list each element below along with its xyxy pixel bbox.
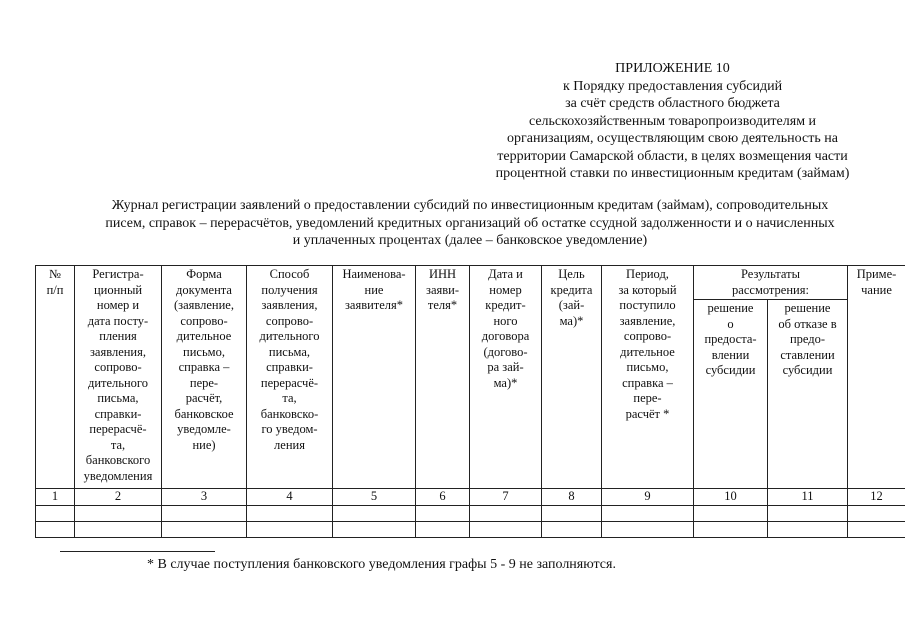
header-line: сопрово- (180, 313, 228, 328)
empty-cell[interactable] (75, 505, 162, 521)
header-line: чание (861, 282, 892, 297)
empty-cell[interactable] (162, 521, 247, 537)
header-line: заявления, (261, 298, 318, 312)
footnote: * В случае поступления банковского уведомления графы 5 - 9 не заполняются. (147, 557, 616, 572)
header-line: ма)* (559, 313, 584, 328)
journal-title-line: и уплаченных процентах (далее – банковское уведомление) (292, 233, 648, 248)
header-line: банковское (174, 406, 234, 421)
empty-cell[interactable] (333, 521, 416, 537)
column-number: 12 (848, 489, 905, 506)
column-number: 11 (768, 489, 848, 506)
header-line: письма, (97, 391, 139, 405)
header-line: документа (176, 282, 232, 297)
col-header (470, 266, 542, 489)
header-line: влении (711, 347, 750, 362)
appendix-line: за счёт средств областного бюджета (565, 96, 780, 111)
journal-title (55, 197, 885, 250)
header-line: пере- (633, 391, 662, 405)
footnote-divider (60, 551, 215, 552)
header-line: за который (618, 282, 677, 297)
header-line: об отказе в (778, 316, 837, 331)
header-line: номер и (96, 298, 140, 312)
results-sub-header (768, 300, 848, 489)
header-line: Наименова- (342, 267, 406, 281)
column-number: 8 (542, 489, 602, 506)
appendix-line: к Порядку предоставления субсидий (562, 78, 783, 94)
header-line: решение (784, 301, 831, 315)
header-line: письма, (268, 344, 311, 359)
header-line: № (49, 267, 61, 281)
header-line: заявления, (89, 344, 146, 359)
column-number: 4 (247, 489, 333, 506)
empty-cell[interactable] (848, 521, 905, 537)
header-line: заявление, (619, 313, 676, 328)
results-group-header: Результаты рассмотрения: (694, 266, 848, 300)
empty-cell[interactable] (602, 521, 694, 537)
numbers-row (36, 489, 905, 506)
header-line: получения (261, 282, 318, 297)
appendix-title: ПРИЛОЖЕНИЕ 10 (615, 61, 730, 76)
column-number: 7 (470, 489, 542, 506)
header-line: справки- (266, 360, 313, 374)
header-line: уведомле- (177, 422, 231, 436)
header-line: ного (493, 313, 518, 328)
header-line: решение (707, 301, 754, 315)
empty-cell[interactable] (694, 505, 768, 521)
header-line: ления (274, 437, 305, 452)
header-line: Период, (626, 267, 669, 281)
header-line: поступило (619, 298, 676, 312)
empty-cell[interactable] (36, 521, 75, 537)
empty-cell[interactable] (162, 505, 247, 521)
header-line: Дата и (488, 267, 523, 281)
empty-cell[interactable] (333, 505, 416, 521)
header-line: справка – (178, 360, 230, 374)
empty-row (36, 521, 905, 537)
header-line: пере- (189, 375, 219, 390)
header-line: сопрово- (94, 360, 142, 374)
header-line: кредит- (485, 298, 526, 312)
column-number: 2 (75, 489, 162, 506)
column-number: 1 (36, 489, 75, 506)
empty-cell[interactable] (768, 505, 848, 521)
empty-cell[interactable] (416, 521, 470, 537)
header-line: п/п (46, 282, 64, 297)
header-line: письмо, (183, 344, 225, 359)
appendix-line: сельскохозяйственным товаропроизводителям и (528, 113, 817, 129)
header-line: (зай- (558, 298, 585, 312)
column-number: 9 (602, 489, 694, 506)
empty-cell[interactable] (470, 505, 542, 521)
col-header (75, 266, 162, 489)
empty-cell[interactable] (542, 505, 602, 521)
registration-journal-table (35, 265, 905, 538)
header-line: номер (489, 282, 522, 297)
header-line: теля* (427, 298, 458, 312)
col-header (416, 266, 470, 489)
header-line: справки- (94, 406, 142, 421)
empty-cell[interactable] (416, 505, 470, 521)
header-line: договора (481, 329, 530, 343)
header-line: Приме- (856, 267, 897, 281)
header-line: ние (364, 282, 384, 297)
appendix-line: процентной ставки по инвестиционным кредитам (займам) (495, 166, 850, 181)
empty-cell[interactable] (694, 521, 768, 537)
header-line: уведомления (83, 468, 153, 483)
header-line: банковско- (260, 406, 319, 421)
col-header (36, 266, 75, 489)
header-line: справка – (622, 375, 673, 390)
header-line: ИНН (428, 267, 457, 281)
header-line: о (727, 316, 734, 331)
header-row (36, 266, 905, 300)
empty-cell[interactable] (602, 505, 694, 521)
header-line: предоста- (704, 332, 757, 346)
header-line: расчёт * (625, 406, 670, 421)
header-line: ние) (192, 437, 216, 452)
header-line: та, (282, 391, 297, 405)
empty-cell[interactable] (36, 505, 75, 521)
col-header (602, 266, 694, 489)
empty-cell[interactable] (542, 521, 602, 537)
header-line: предо- (789, 332, 826, 346)
header-line: ставлении (780, 347, 835, 362)
header-line: расчёт, (185, 391, 223, 405)
header-line: Цель (558, 267, 585, 281)
header-line: перерасчё- (89, 422, 147, 436)
results-sub-header (694, 300, 768, 489)
col-header (333, 266, 416, 489)
header-line: субсидии (705, 363, 756, 377)
appendix-line: организациям, осуществляющим свою деятельность на (507, 131, 838, 146)
col-header (162, 266, 247, 489)
column-number: 10 (694, 489, 768, 506)
appendix-header (440, 60, 905, 183)
column-number: 3 (162, 489, 247, 506)
col-header (247, 266, 333, 489)
header-line: сопрово- (623, 329, 672, 343)
header-line: пления (99, 329, 137, 343)
journal-title-line: Журнал регистрации заявлений о предоставлении субсидий по инвестиционным кредитам (займам), сопроводительных (111, 198, 829, 213)
header-line: дительное (620, 344, 675, 359)
empty-row (36, 505, 905, 521)
header-line: заявителя* (344, 298, 404, 312)
column-number: 5 (333, 489, 416, 506)
header-line: субсидии (782, 363, 833, 377)
header-line: та, (110, 437, 126, 452)
col-header (542, 266, 602, 489)
empty-cell[interactable] (470, 521, 542, 537)
header-line: кредита (550, 282, 593, 297)
header-line: Способ (269, 267, 310, 281)
appendix-line: территории Самарской области, в целях возмещения части (497, 148, 848, 164)
header-line: го уведом- (261, 422, 318, 436)
header-line: (заявление, (174, 298, 234, 312)
journal-title-line: писем, справок – перерасчётов, уведомлений кредитных организаций об остатке ссудной задолженности и о начисленных (105, 215, 835, 231)
empty-cell[interactable] (848, 505, 905, 521)
header-line: письмо, (626, 360, 669, 374)
header-line: дительного (87, 375, 148, 390)
header-line: банковского (85, 453, 151, 467)
empty-cell[interactable] (247, 505, 333, 521)
header-line: Форма (186, 267, 222, 281)
header-line: перерасчё- (260, 375, 319, 390)
header-line: Регистра- (92, 267, 144, 281)
empty-cell[interactable] (75, 521, 162, 537)
header-line: сопрово- (265, 313, 314, 328)
header-line: ра зай- (487, 360, 524, 374)
header-line: ма)* (493, 375, 518, 390)
header-line: дата посту- (87, 313, 149, 328)
header-line: дительного (259, 329, 320, 343)
empty-cell[interactable] (768, 521, 848, 537)
header-line: (догово- (483, 344, 528, 359)
header-line: заяви- (426, 282, 459, 297)
header-line: ционный (93, 282, 143, 297)
col-header (848, 266, 905, 489)
column-number: 6 (416, 489, 470, 506)
header-line: дительное (176, 329, 232, 343)
empty-cell[interactable] (247, 521, 333, 537)
